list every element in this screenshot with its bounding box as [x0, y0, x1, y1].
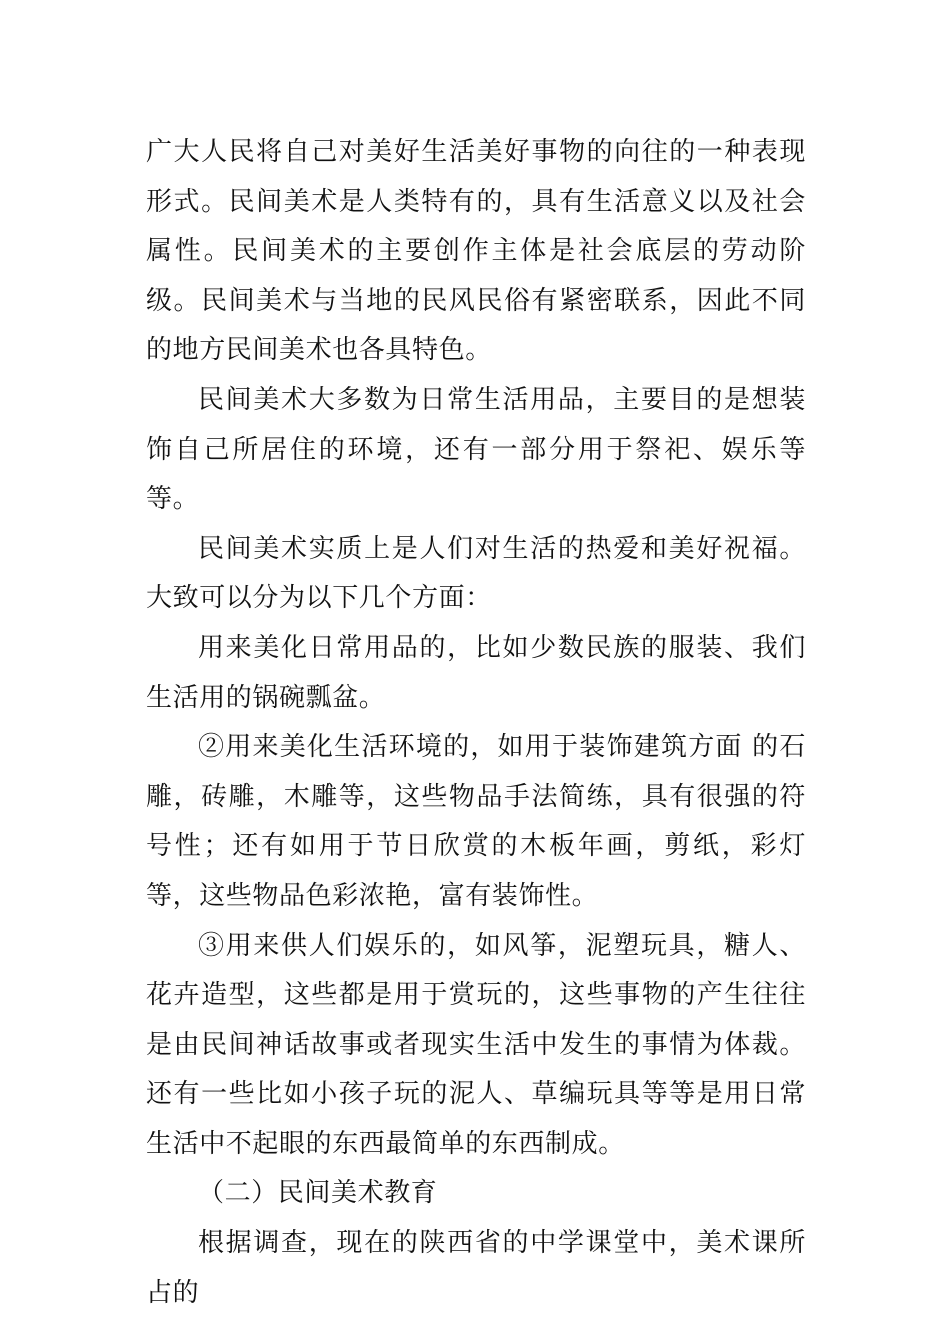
paragraph-daily-goods: 民间美术大多数为日常生活用品，主要目的是想装饰自己所居住的环境，还有一部分用于祭祀、娱乐等等。 — [146, 384, 806, 515]
paragraph-item-1: 用来美化日常用品的，比如少数民族的服装、我们生活用的锅碗瓢盆。 — [146, 632, 806, 713]
section-heading-folk-art-education: （二）民间美术教育 — [198, 1178, 438, 1209]
paragraph-item-2: ②用来美化生活环境的，如用于装饰建筑方面 的石雕，砖雕，木雕等，这些物品手法简练，具有很强的符号性；还有如用于节日欣赏的木板年画，剪纸，彩灯等，这些物品色彩浓艳，富有装饰性。 — [146, 732, 806, 911]
paragraph-item-3: ③用来供人们娱乐的，如风筝，泥塑玩具，糖人、花卉造型，这些都是用于赏玩的，这些事物的产生往往是由民间神话故事或者现实生活中发生的事情为体裁。还有一些比如小孩子玩的泥人、草编玩具等等是用日常生活中不起眼的东西最简单的东西制成。 — [146, 930, 806, 1159]
body-text — [146, 128, 806, 1318]
paragraph-intro-continuation: 广大人民将自己对美好生活美好事物的向往的一种表现形式。民间美术是人类特有的，具有生活意义以及社会属性。民间美术的主要创作主体是社会底层的劳动阶级。民间美术与当地的民风民俗有紧密联系，因此不同的地方民间美术也各具特色。 — [146, 137, 806, 366]
paragraph-essence: 民间美术实质上是人们对生活的热爱和美好祝福。大致可以分为以下几个方面： — [146, 533, 806, 614]
paragraph-survey: 根据调查，现在的陕西省的中学课堂中，美术课所占的 — [146, 1228, 806, 1308]
